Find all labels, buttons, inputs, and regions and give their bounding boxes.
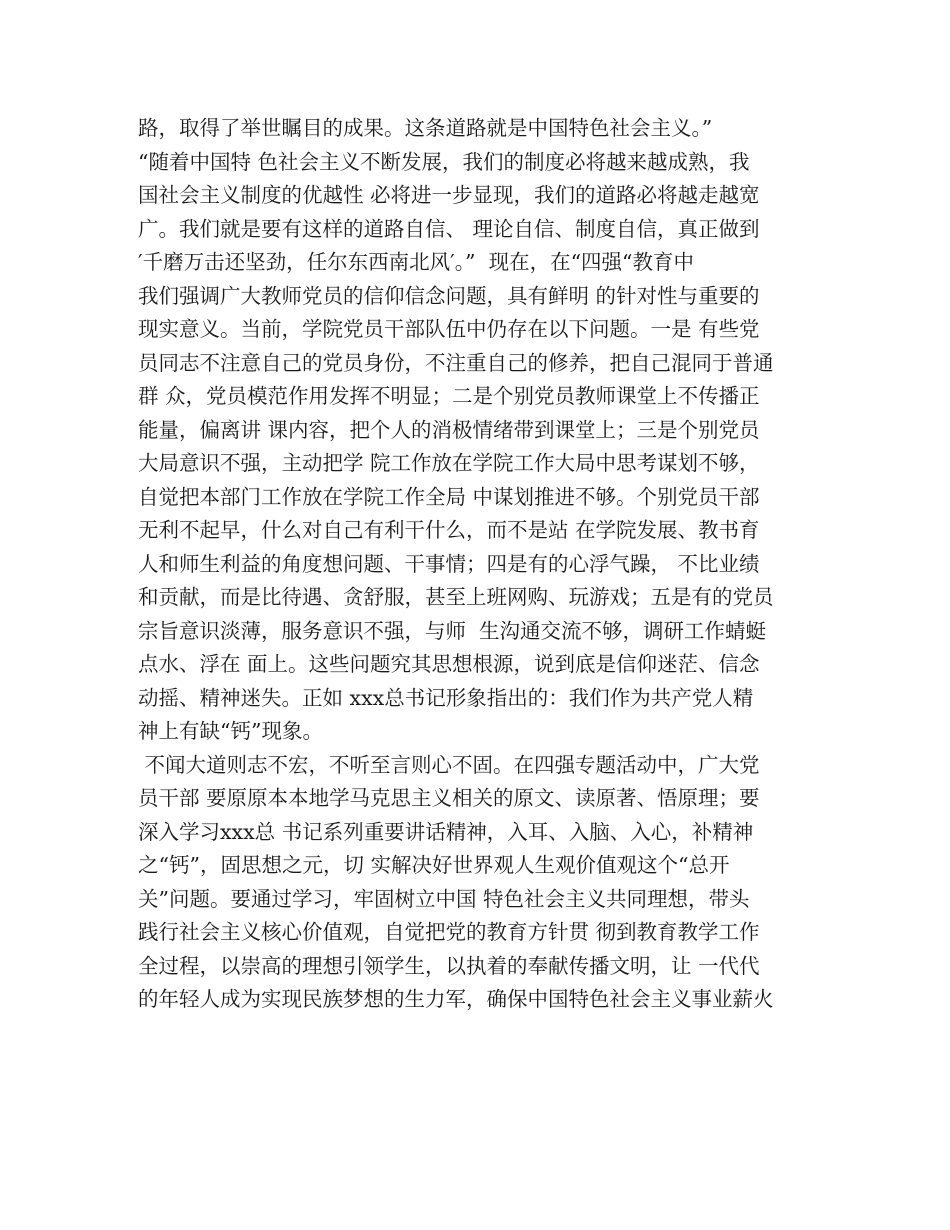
text-line: 无利不起早，什么对自己有利干什么，而不是站 在学院发展、教书育 — [138, 518, 760, 542]
text-line: 点水、浮在 面上。这些问题究其思想根源，说到底是信仰迷茫、信念 — [138, 652, 760, 676]
text-line: 现实意义。当前，学院党员干部队伍中仍存在以下问题。一是 有些党 — [138, 317, 760, 341]
text-line: 不闻大道则志不宏，不听至言则心不固。在四强专题活动中，广大党 — [138, 752, 760, 777]
text-line: 国社会主义制度的优越性 必将进一步显现，我们的道路必将越走越宽 — [138, 183, 760, 207]
text-line: 之“钙”，固思想之元，切 实解决好世界观人生观价值观这个“总开 — [138, 853, 730, 877]
text-line: 动摇、精神迷失。正如 xxx总书记形象指出的：我们作为共产党人精 — [138, 685, 754, 710]
text-line: 全过程，以崇高的理想引领学生，以执着的奉献传播文明，让 一代代 — [138, 953, 760, 978]
text-line: 深入学习xxx总 书记系列重要讲话精神，入耳、入脑、入心，补精神 — [138, 819, 754, 844]
text-line: 群 众，党员模范作用发挥不明显；二是个别党员教师课堂上不传播正 — [138, 384, 760, 408]
text-line: 员同志不注意自己的党员身份，不注重自己的修养，把自己混同于普通 — [138, 350, 774, 375]
text-line: 员干部 要原原本本地学马克思主义相关的原文、读原著、悟原理；要 — [138, 786, 760, 810]
text-line: 践行社会主义核心价值观，自觉把党的教育方针贯 彻到教育教学工作 — [138, 920, 760, 944]
text-line: 神上有缺“钙”现象。 — [138, 719, 323, 743]
text-line: “随着中国特 色社会主义不断发展，我们的制度必将越来越成熟，我 — [138, 149, 750, 174]
text-line: 关”问题。要通过学习，牢固树立中国 特色社会主义共同理想，带头 — [138, 886, 750, 911]
text-line: 自觉把本部门工作放在学院工作全局 中谋划推进不够。个别党员干部 — [138, 484, 760, 509]
text-line: 大局意识不强，主动把学 院工作放在学院工作大局中思考谋划不够， — [138, 451, 760, 475]
body-text — [138, 112, 828, 1017]
text-line: 宗旨意识淡薄，服务意识不强，与师 生沟通交流不够，调研工作蜻蜓 — [138, 618, 767, 643]
text-line: 能量，偏离讲 课内容，把个人的消极情绪带到课堂上；三是个别党员 — [138, 417, 760, 442]
text-line: 的年轻人成为实现民族梦想的生力军，确保中国特色社会主义事业薪火 — [138, 987, 774, 1011]
text-line: 和贡献，而是比待遇、贪舒服，甚至上班网购、玩游戏；五是有的党员 — [138, 585, 774, 609]
text-line: ′千磨万击还坚劲，任尔东西南北风′。” 现在，在“四强“教育中 — [138, 250, 695, 274]
text-line: 人和师生利益的角度想问题、干事情；四是有的心浮气躁， 不比业绩 — [138, 551, 760, 576]
text-line: 路，取得了举世瞩目的成果。这条道路就是中国特色社会主义。” — [138, 116, 713, 140]
text-line: 我们强调广大教师党员的信仰信念问题，具有鲜明 的针对性与重要的 — [138, 283, 760, 308]
text-line: 广。我们就是要有这样的道路自信、 理论自信、制度自信，真正做到 — [138, 216, 760, 241]
